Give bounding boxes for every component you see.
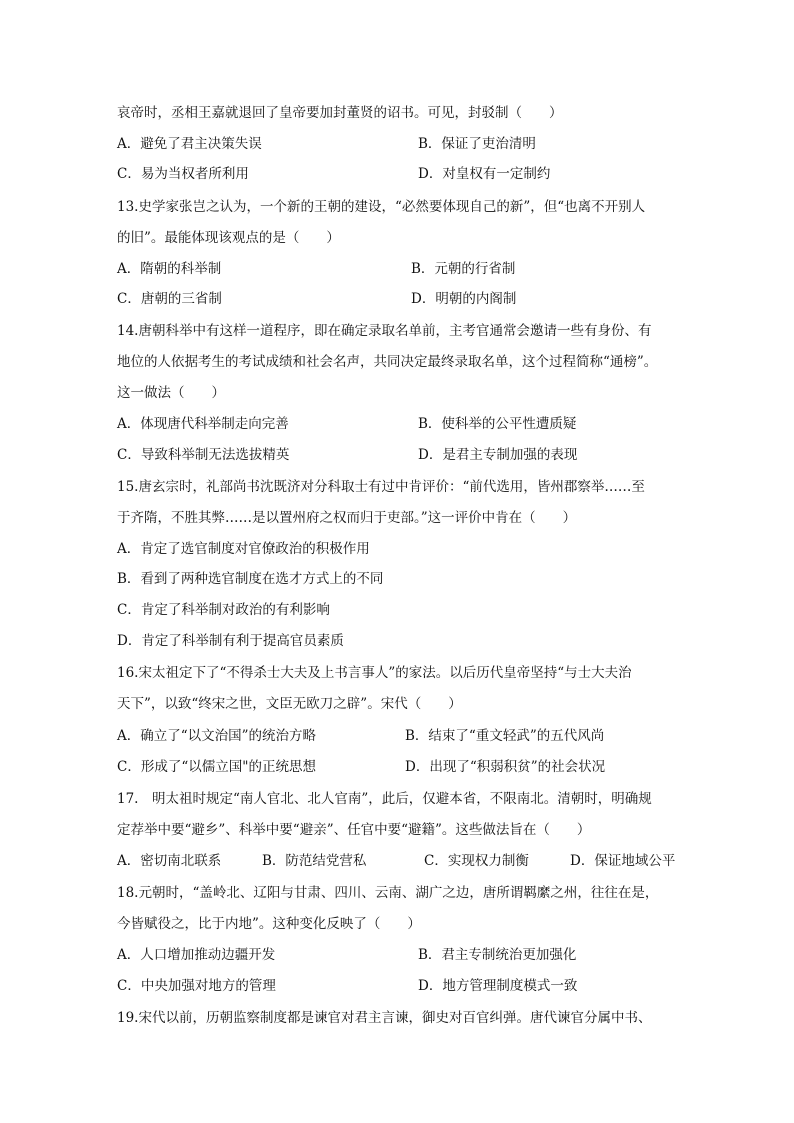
q17-option-d: D．保证地域公平 [570, 853, 676, 869]
q15-stem-line-2: 于齐隋，不胜其弊……是以置州府之权而归于吏部。”这一评价中肯在（ ） [117, 510, 577, 526]
q16-option-d: D．出现了“积弱积贫”的社会状况 [405, 759, 606, 775]
q18-option-c: C．中央加强对地方的管理 [117, 978, 276, 994]
q13-option-d: D．明朝的内阁制 [411, 291, 517, 307]
q16-option-c: C．形成了“以儒立国"的正统思想 [117, 759, 316, 775]
q14-option-c: C．导致科举制无法选拔精英 [117, 447, 290, 463]
q13-option-b: B．元朝的行省制 [411, 261, 516, 277]
q16-stem-line-2: 天下”，以致“终宋之世，文臣无欧刀之辟”。宋代（ ） [117, 696, 462, 712]
q15-option-d: D．肯定了科举制有利于提高官员素质 [117, 633, 344, 649]
q12-option-c: C．易为当权者所利用 [117, 166, 249, 182]
q18-stem-line-1: 18.元朝时，“盖岭北、辽阳与甘肃、四川、云南、湖广之边，唐所谓羁縻之州，往往在是， [117, 885, 659, 901]
q18-stem-line-2: 今皆赋役之，比于内地”。这种变化反映了（ ） [117, 916, 421, 932]
q14-option-a: A．体现唐代科举制走向完善 [117, 416, 289, 432]
q15-stem-line-1: 15.唐玄宗时，礼部尚书沈既济对分科取士有过中肯评价：“前代选用，皆州郡察举……至 [117, 479, 645, 495]
q14-stem-line-3: 这一做法（ ） [117, 385, 225, 401]
q13-option-a: A．隋朝的科举制 [117, 261, 222, 277]
q17-stem-line-1: 17. 明太祖时规定“南人官北、北人官南”，此后，仅避本省，不限南北。清朝时，明确规 [117, 791, 652, 807]
q15-option-a: A．肯定了选官制度对官僚政治的积极作用 [117, 541, 370, 557]
q14-stem-line-2: 地位的人依据考生的考试成绩和社会名声，共同决定最终录取名单，这个过程简称“通榜”。 [117, 354, 658, 370]
q13-option-c: C．唐朝的三省制 [117, 291, 222, 307]
q13-stem-line-1: 13.史学家张岂之认为，一个新的王朝的建设，“必然要体现自己的新”，但“也离不开别人 [117, 199, 646, 215]
q16-option-a: A．确立了“以文治国”的统治方略 [117, 728, 317, 744]
q14-option-b: B．使科举的公平性遭质疑 [418, 416, 577, 432]
q18-option-d: D．地方管理制度模式一致 [418, 978, 578, 994]
q12-option-b: B．保证了吏治清明 [418, 136, 536, 152]
q16-stem-line-1: 16.宋太祖定下了“不得杀士大夫及上书言事人”的家法。以后历代皇帝坚持“与士大夫治 [117, 665, 632, 681]
q14-stem-line-1: 14.唐朝科举中有这样一道程序，即在确定录取名单前，主考官通常会邀请一些有身份、有 [117, 323, 652, 339]
q17-option-c: C．实现权力制衡 [424, 853, 529, 869]
q13-stem-line-2: 的旧”。最能体现该观点的是（ ） [117, 230, 340, 246]
q14-option-d: D．是君主专制加强的表现 [418, 447, 578, 463]
q17-option-b: B．防范结党营私 [262, 853, 367, 869]
q17-stem-line-2: 定荐举中要“避乡”、科举中要“避亲”、任官中要“避籍”。这些做法旨在（ ） [117, 822, 591, 838]
q12-option-a: A．避免了君主决策失误 [117, 136, 262, 152]
q18-option-b: B．君主专制统治更加强化 [418, 947, 577, 963]
q15-option-c: C．肯定了科举制对政治的有利影响 [117, 602, 330, 618]
q19-stem-line-1: 19.宋代以前，历朝监察制度都是谏官对君主言谏，御史对百官纠弹。唐代谏官分属中书、 [117, 1010, 652, 1026]
q12-stem-line: 哀帝时，丞相王嘉就退回了皇帝要加封董贤的诏书。可见，封驳制（ ） [117, 105, 563, 121]
q15-option-b: B．看到了两种选官制度在选才方式上的不同 [117, 571, 384, 587]
q12-option-d: D．对皇权有一定制约 [418, 166, 551, 182]
q16-option-b: B．结束了“重文轻武”的五代风尚 [405, 728, 605, 744]
q18-option-a: A．人口增加推动边疆开发 [117, 947, 276, 963]
q17-option-a: A．密切南北联系 [117, 853, 222, 869]
